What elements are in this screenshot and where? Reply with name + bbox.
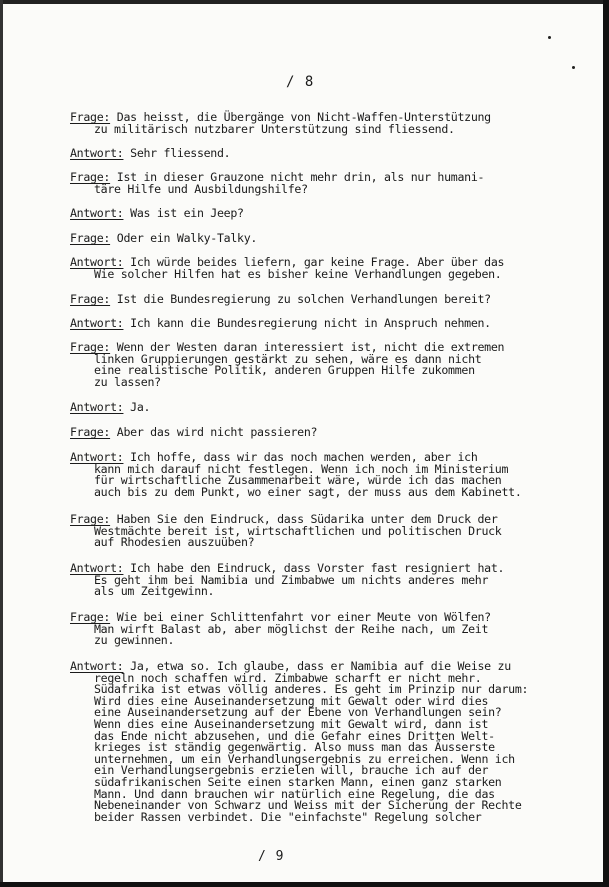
qa-line: Antwort: Ich hoffe, dass wir das noch machen werden, aber ich (70, 450, 478, 464)
qa-line: auf Rhodesien auszuüben? (94, 535, 255, 550)
qa-line: Südafrika ist etwas völlig anderes. Es geht im Prinzip nur darum: (94, 682, 529, 697)
page-number-top: / 8 (286, 74, 315, 90)
qa-label: Frage: (70, 110, 111, 124)
qa-label: Frage: (70, 170, 111, 184)
qa-entry (70, 612, 491, 647)
qa-line: Frage: Das heisst, die Übergänge von Nicht-Waffen-Unterstützung (70, 110, 491, 124)
qa-entry (70, 402, 150, 414)
qa-line: eine realistische Politik, anderen Gruppen Hilfe zukommen (94, 363, 475, 378)
qa-line: auch bis zu dem Punkt, wo einer sagt, der muss aus dem Kabinett. (94, 484, 522, 499)
page-number-bottom: / 9 (258, 849, 285, 864)
qa-line: das Ende nicht abzusehen, und die Gefahr eines Dritten Welt- (94, 728, 495, 743)
qa-line: Antwort: Sehr fliessend. (70, 146, 231, 160)
qa-label: Antwort: (70, 255, 124, 269)
qa-line: Frage: Oder ein Walky-Talky. (70, 231, 258, 245)
qa-line: Nebeneinander von Schwarz und Weiss mit der Sicherung der Rechte (94, 798, 522, 813)
qa-line: kann mich darauf nicht festlegen. Wenn ich noch im Ministerium (94, 461, 509, 476)
qa-entry (70, 208, 244, 220)
qa-line: Man wirft Balast ab, aber möglichst der Reihe nach, um Zeit (94, 621, 489, 636)
qa-line: regeln noch schaffen wird. Zimbabwe scharft er nicht mehr. (94, 670, 482, 685)
qa-entry (70, 661, 528, 823)
qa-line: Antwort: Ja. (70, 400, 151, 414)
qa-label: Antwort: (70, 400, 124, 414)
qa-line: beider Rassen verbindet. Die "einfachste" Regelung solcher (94, 809, 482, 824)
qa-line: ein Verhandlungsergebnis erzielen will, brauche ich auf der (94, 763, 489, 778)
qa-line: täre Hilfe und Ausbildungshilfe? (94, 181, 308, 196)
qa-label: Frage: (70, 340, 111, 354)
qa-entry (70, 452, 522, 498)
qa-line: Frage: Haben Sie den Eindruck, dass Südarika unter dem Druck der (70, 512, 498, 526)
qa-line: für wirtschaftliche Zusammenarbeit wäre, würde ich das machen (94, 473, 502, 488)
qa-entry (70, 342, 504, 388)
qa-line: linken Gruppierungen gestärkt zu sehen, wäre es dann nicht (94, 351, 482, 366)
qa-label: Frage: (70, 231, 111, 245)
qa-line: Wird dies eine Auseinandersetzung mit Gewalt oder wird dies (94, 693, 489, 708)
qa-line: südafrikanischen Seite einen starken Mann, einen ganz starken (94, 774, 502, 789)
qa-line: Es geht ihm bei Namibia und Zimbabwe um nichts anderes mehr (94, 572, 489, 587)
qa-entry (70, 563, 504, 598)
qa-entry (70, 172, 484, 195)
qa-label: Antwort: (70, 561, 124, 575)
qa-label: Frage: (70, 425, 111, 439)
qa-line: Antwort: Was ist ein Jeep? (70, 206, 244, 220)
qa-label: Antwort: (70, 450, 124, 464)
qa-line: Antwort: Ja, etwa so. Ich glaube, dass er Namibia auf die Weise zu (70, 659, 511, 673)
qa-label: Antwort: (70, 316, 124, 330)
qa-entry (70, 294, 491, 306)
qa-entry (70, 514, 501, 549)
qa-line: unternehmen, um ein Verhandlungsergebnis zu erreichen. Wenn ich (94, 751, 515, 766)
qa-entry (70, 257, 504, 280)
qa-line: Wie solcher Hilfen hat es bisher keine Verhandlungen gegeben. (94, 266, 502, 281)
qa-line: Antwort: Ich kann die Bundesregierung nicht in Anspruch nehmen. (70, 316, 491, 330)
qa-line: als um Zeitgewinn. (94, 584, 215, 599)
qa-line: zu militärisch nutzbarer Unterstützung sind fliessend. (94, 121, 455, 136)
qa-line: Antwort: Ich würde beides liefern, gar keine Frage. Aber über das (70, 255, 505, 269)
qa-line: Westmächte bereit ist, wirtschaftlichen und politischen Druck (94, 523, 502, 538)
qa-label: Frage: (70, 292, 111, 306)
qa-label: Frage: (70, 512, 111, 526)
qa-line: Frage: Wie bei einer Schlittenfahrt vor einer Meute von Wölfen? (70, 610, 491, 624)
qa-line: Frage: Ist in dieser Grauzone nicht mehr drin, als nur humani- (70, 170, 485, 184)
qa-label: Antwort: (70, 206, 124, 220)
qa-line: krieges ist ständig gegenwärtig. Also muss man das Äusserste (94, 740, 495, 755)
qa-label: Frage: (70, 610, 111, 624)
qa-entry (70, 148, 230, 160)
qa-label: Antwort: (70, 659, 124, 673)
qa-line: Mann. Und dann brauchen wir natürlich eine Regelung, die das (94, 786, 495, 801)
qa-label: Antwort: (70, 146, 124, 160)
qa-line: Frage: Ist die Bundesregierung zu solchen Verhandlungen bereit? (70, 292, 491, 306)
qa-entry (70, 427, 317, 439)
qa-entry (70, 318, 491, 330)
qa-entry (70, 112, 491, 135)
qa-line: Wenn dies eine Auseinandersetzung mit Gewalt wird, dann ist (94, 716, 489, 731)
qa-line: Frage: Aber das wird nicht passieren? (70, 425, 318, 439)
qa-line: Frage: Wenn der Westen daran interessiert ist, nicht die extremen (70, 340, 505, 354)
qa-line: eine Auseinandersetzung auf der Ebene von Verhandlungen sein? (94, 705, 502, 720)
qa-line: zu lassen? (94, 374, 161, 389)
qa-entry (70, 233, 257, 245)
qa-line: Antwort: Ich habe den Eindruck, dass Vorster fast resigniert hat. (70, 561, 505, 575)
qa-line: zu gewinnen. (94, 633, 175, 648)
